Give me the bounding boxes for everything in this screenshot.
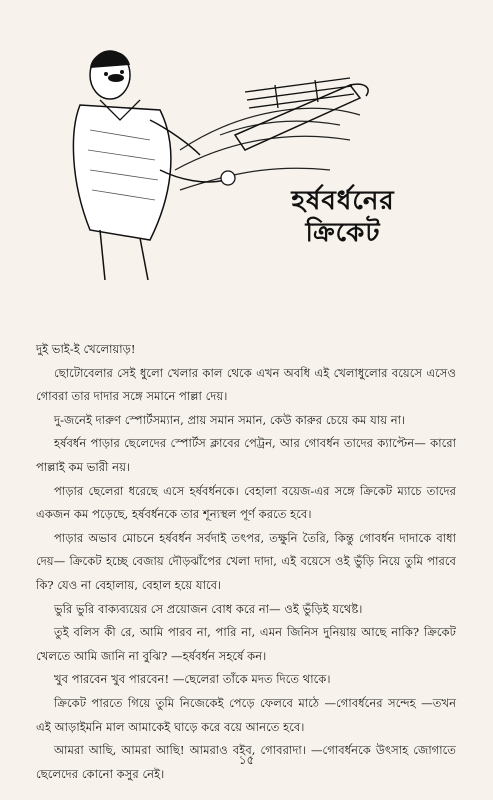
story-body [36, 338, 456, 786]
paragraph: দু-জনেই দারুণ স্পোর্টসম্যান, প্রায় সমান সমান, কেউ কারুর চেয়ে কম যায় না। [54, 412, 406, 427]
paragraph: তুই বলিস কী রে, আমি পারব না, পারি না, এমন জিনিস দুনিয়ায় আছে নাকি? ক্রিকেট খেলতে আমি জানি না বুঝি? —হর্ষবর্ধন সহর্ষে কন। [36, 625, 456, 663]
title-line-2: ক্রিকেট [305, 218, 381, 248]
paragraph: দুই ভাই-ই খেলোয়াড়! [36, 342, 136, 356]
paragraph: পাড়ার ছেলেরা ধরেছে এসে হর্ষবর্ধনকে। বেহালা বয়েজ-এর সঙ্গে ক্রিকেট ম্যাচে তাদের একজন কম পড়েছে, হর্ষবর্ধনকে তার শূন্যস্থল পূর্ণ করতে হবে। [36, 483, 456, 522]
paragraph: ছোটোবেলার সেই ধুলো খেলার কাল থেকে এখন অবধি এই খেলাধুলোর বয়েসে এসেও গোবরা তার দাদার সঙ্গে সমানে পাল্লা দেয়। [36, 365, 456, 404]
paragraph: পাড়ার অভাব মোচনে হর্ষবর্ধন সর্বদাই তৎপর, তক্ষুনি তৈরি, কিন্তু গোবর্ধন দাদাকে বাধা দেয়— ক্রিকেট হচ্ছে বেজায় দৌড়ঝাঁপের খেলা দাদা, এই বয়েসে ওই ভুঁড়ি নিয়ে তুমি পারবে কি? যেও না বেহালায়, বেহাল হয়ে যাবে। [36, 530, 456, 592]
page-number: ১৫ [238, 753, 255, 767]
paragraph: খুব পারবেন খুব পারবেন! —ছেলেরা তাঁকে মদত দিতে থাকে। [54, 672, 331, 687]
paragraph: হর্ষবর্ধন পাড়ার ছেলেদের স্পোর্টস ক্লাবের পেট্রন, আর গোবর্ধন তাদের ক্যাপ্টেন— কারো পাল্লাই কম ভারী নয়। [36, 436, 456, 474]
story-title [278, 185, 408, 249]
title-line-1: হর্ষবর্ধনের [291, 186, 395, 216]
cricket-man-illustration [30, 30, 380, 290]
paragraph: ভুরি ভুরি বাক্যব্যয়ের সে প্রয়োজন বোধ করে না— ওই ভুঁড়িই যথেষ্ট। [54, 601, 363, 616]
paragraph: ক্রিকেট পারতে গিয়ে তুমি নিজেকেই পেড়ে ফেলবে মাঠে —গোবর্ধনের সন্দেহ —তখন এই আড়াইমনি মাল আমাকেই ঘাড়ে করে বয়ে আনতে হবে। [36, 695, 456, 734]
paragraph: আমরা আছি, আমরা আছি! আমরাও বইব, গোবরাদা। —গোবর্ধনকে উৎসাহ জোগাতে ছেলেদের কোনো কসুর নেই। [36, 743, 456, 781]
